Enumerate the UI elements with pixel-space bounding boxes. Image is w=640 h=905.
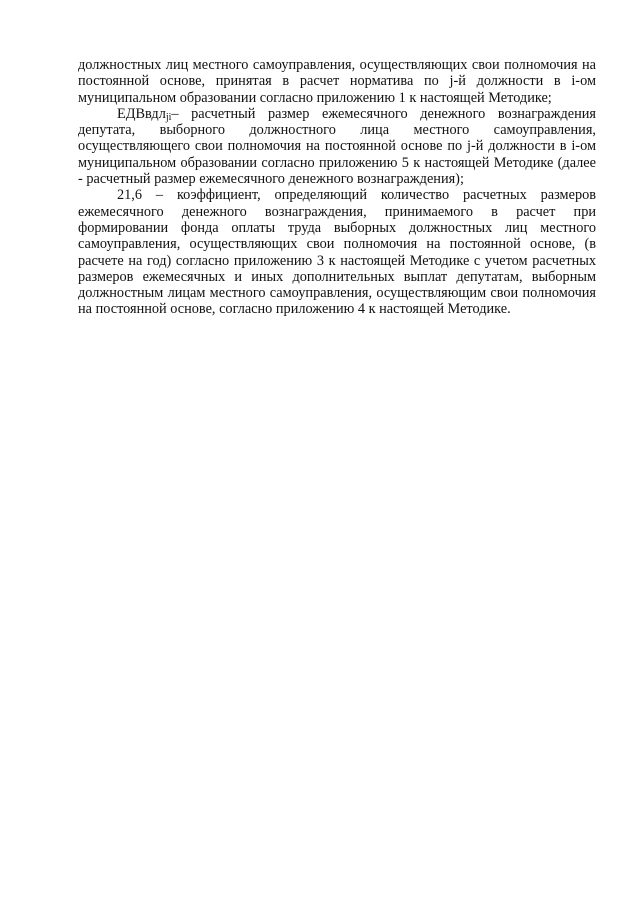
- paragraph-3-text: – коэффициент, определяющий количество расчетных размеров ежемесячного денежного вознаграждения, принимаемого в расчет при формировании фонда оплаты труда выборных должностных лиц местного самоуправления, осуществляющих свои полномочия на постоянной основе, (в расчете на год) согласно приложению 3 к настоящей Методике с учетом расчетных размеров ежемесячных и иных дополнительных выплат депутатам, выборным должностным лицам местного самоуправления, осуществляющим свои полномочия на постоянной основе, согласно приложению 4 к настоящей Методике.: [78, 187, 596, 318]
- paragraph-coefficient-definition: [78, 187, 596, 317]
- edv-symbol: ЕДВвдл: [117, 105, 166, 122]
- coefficient-value: 21,6: [117, 187, 143, 204]
- paragraph-1-text: должностных лиц местного самоуправления, осуществляющих свои полномочия на постоянной основе, принятая в расчет норматива по j-й должности в i-ом муниципальном образовании согласно приложению 1 к настоящей Методике;: [78, 57, 596, 106]
- paragraph-2-text: – расчетный размер ежемесячного денежного вознаграждения депутата, выборного должностного лица местного самоуправления, осуществляющего свои полномочия на постоянной основе по j-й должности в i-ом муниципальном образовании согласно приложению 5 к настоящей Методике (далее - расчетный размер ежемесячного денежного вознаграждения);: [78, 105, 596, 188]
- edv-subscript: ji: [165, 111, 172, 123]
- paragraph-continuation: [78, 57, 596, 106]
- document-page: [78, 57, 596, 318]
- paragraph-edv-definition: [78, 106, 596, 187]
